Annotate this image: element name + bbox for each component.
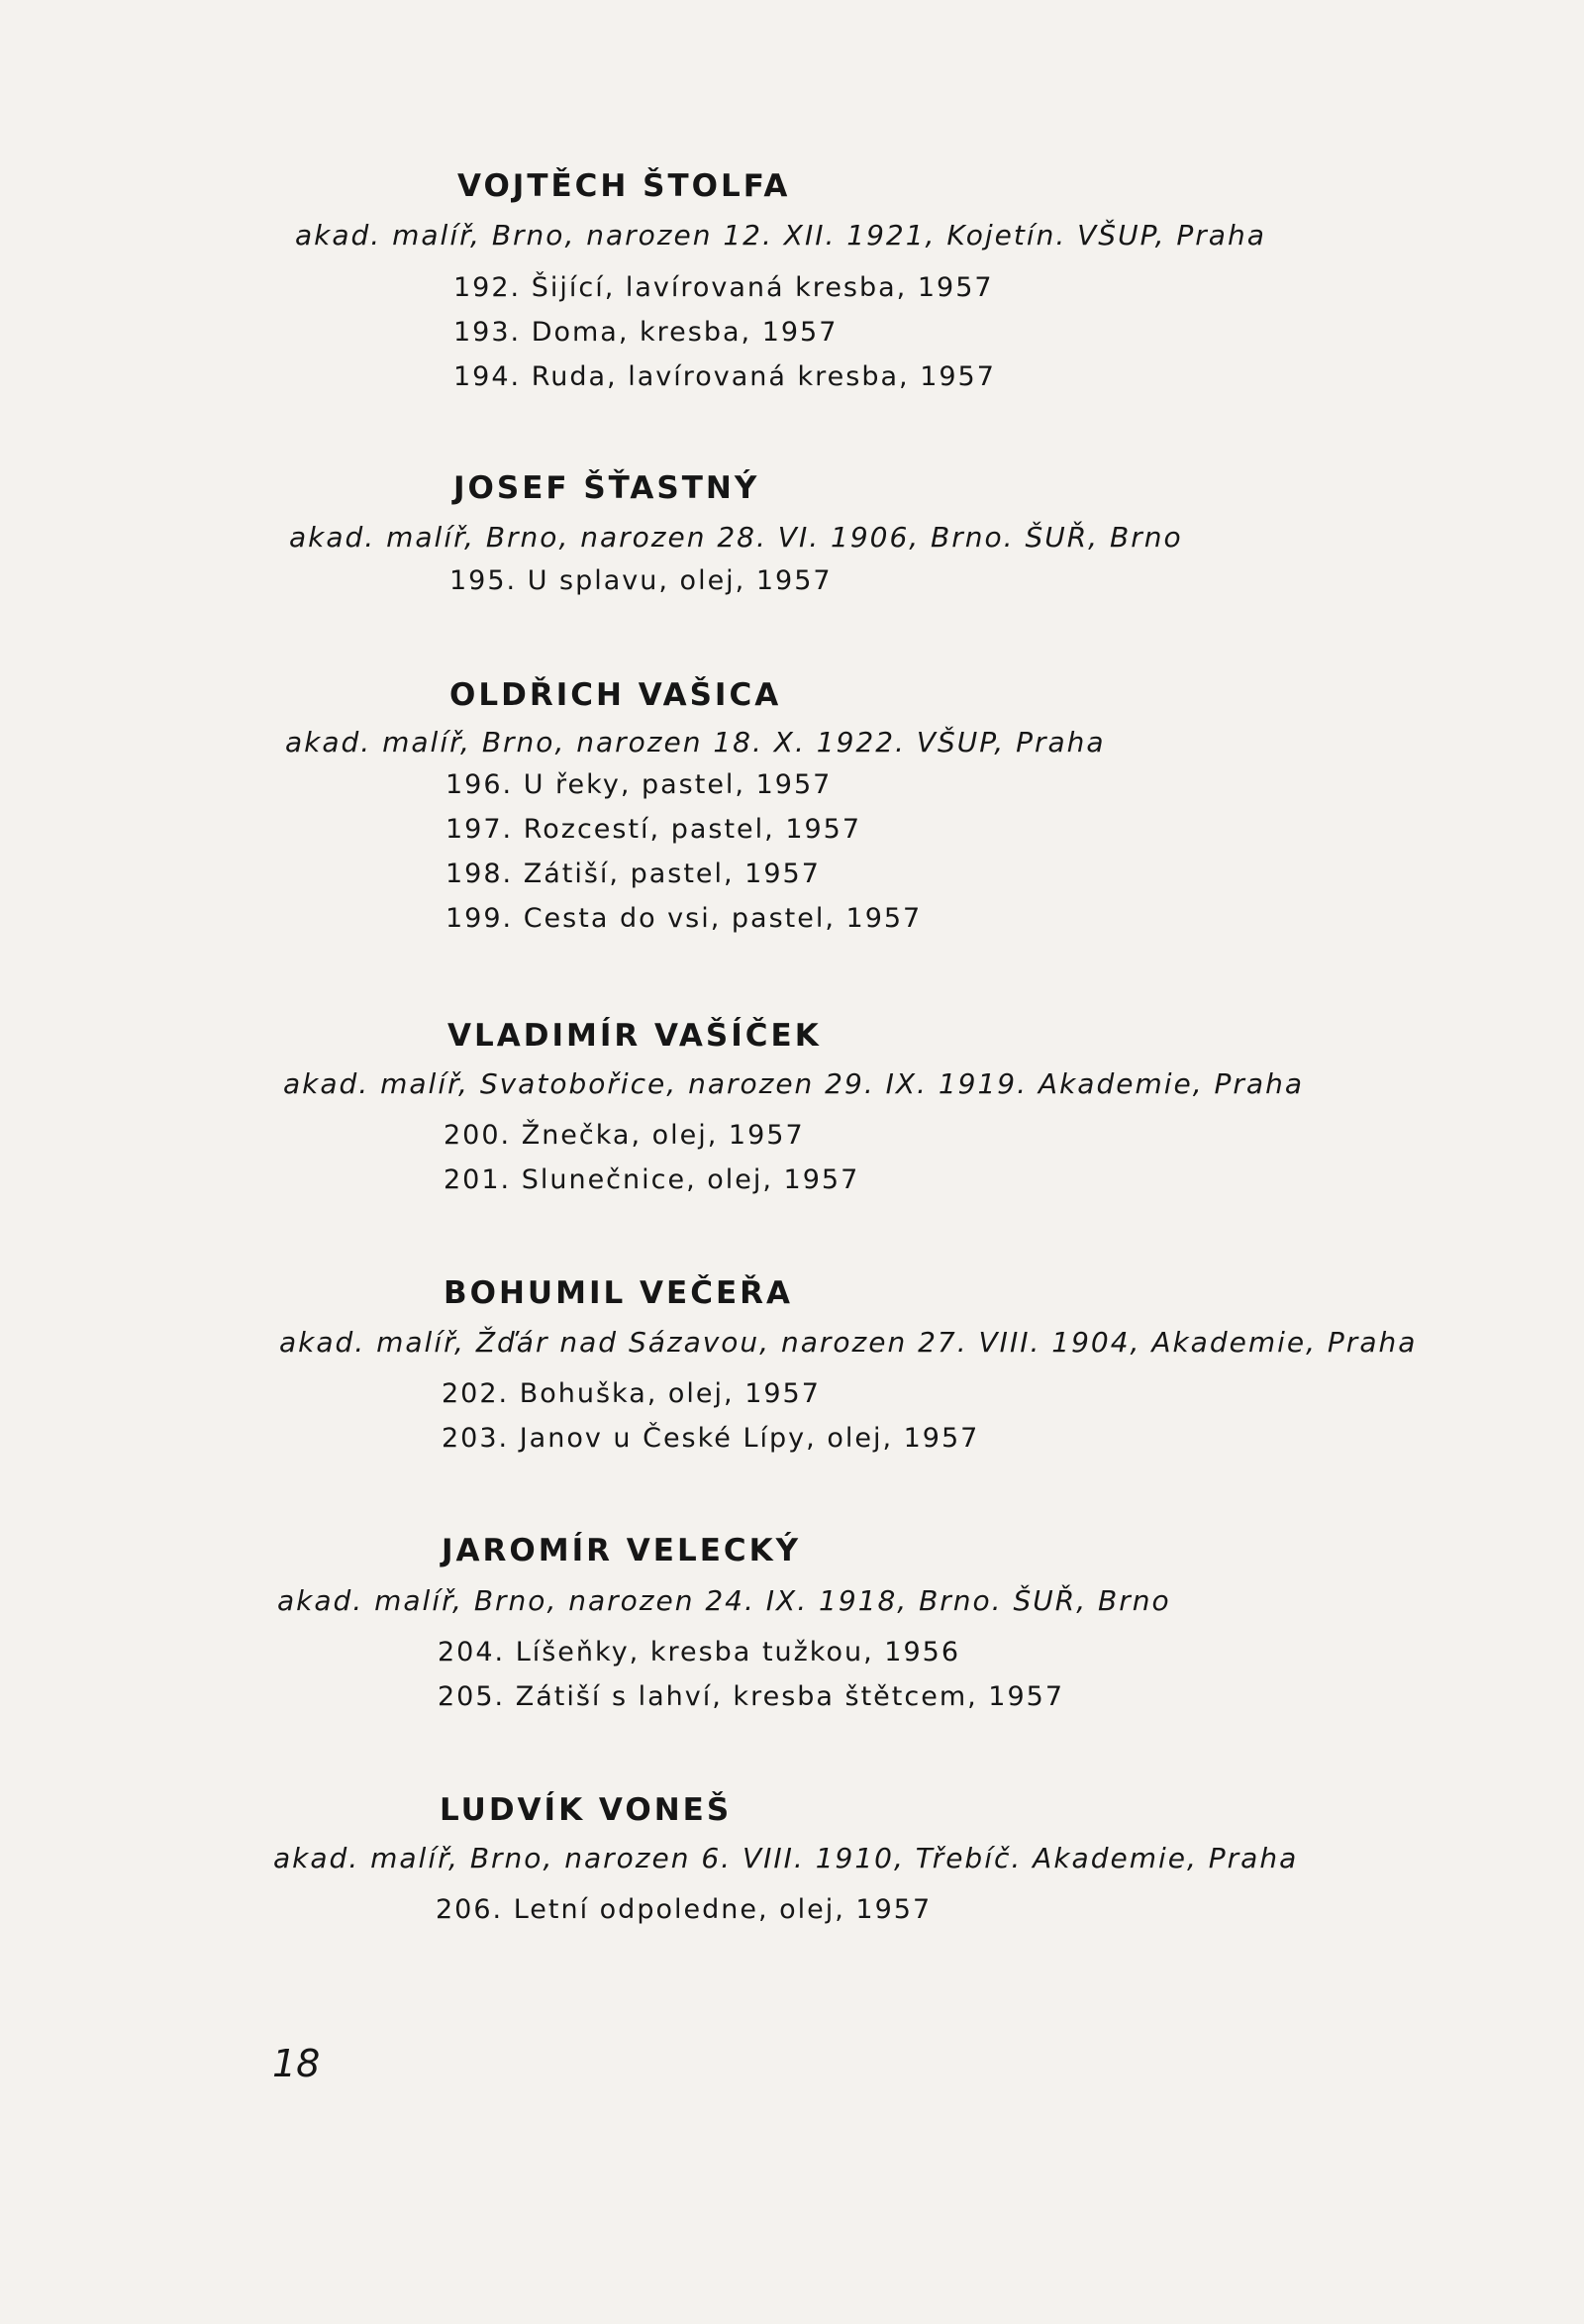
work-item: 194. Ruda, lavírovaná kresba, 1957	[453, 361, 996, 392]
artist-bio: akad. malíř, Žďár nad Sázavou, narozen 27. VIII. 1904, Akademie, Praha	[279, 1326, 1418, 1359]
work-item: 196. U řeky, pastel, 1957	[446, 769, 833, 800]
work-item: 205. Zátiší s lahví, kresba štětcem, 1957	[438, 1681, 1065, 1712]
work-item: 199. Cesta do vsi, pastel, 1957	[446, 903, 923, 934]
artist-bio: akad. malíř, Brno, narozen 6. VIII. 1910, Třebíč. Akademie, Praha	[273, 1842, 1299, 1874]
artist-bio: akad. malíř, Brno, narozen 18. X. 1922. VŠUP, Praha	[285, 726, 1106, 758]
artist-name: VOJTĚCH ŠTOLFA	[457, 168, 791, 204]
work-item: 197. Rozcestí, pastel, 1957	[446, 814, 862, 845]
works-list	[442, 1371, 979, 1461]
page-number: 18	[272, 2042, 321, 2085]
works-list	[453, 265, 996, 399]
works-list	[446, 762, 922, 941]
artist-bio: akad. malíř, Brno, narozen 28. VI. 1906, Brno. ŠUŘ, Brno	[289, 521, 1183, 554]
artist-name: JAROMÍR VELECKÝ	[442, 1533, 802, 1568]
artist-name: OLDŘICH VAŠICA	[449, 677, 782, 713]
work-item: 195. U splavu, olej, 1957	[449, 565, 833, 596]
works-list	[438, 1630, 1064, 1719]
work-item: 200. Žnečka, olej, 1957	[444, 1120, 805, 1151]
works-list	[449, 558, 833, 603]
artist-bio: akad. malíř, Svatobořice, narozen 29. IX. 1919. Akademie, Praha	[283, 1067, 1304, 1100]
work-item: 201. Slunečnice, olej, 1957	[444, 1164, 860, 1195]
artist-name: LUDVÍK VONEŠ	[440, 1792, 733, 1828]
work-item: 192. Šijící, lavírovaná kresba, 1957	[453, 272, 994, 303]
work-item: 202. Bohuška, olej, 1957	[442, 1378, 821, 1409]
works-list	[444, 1113, 859, 1202]
work-item: 203. Janov u České Lípy, olej, 1957	[442, 1423, 980, 1454]
work-item: 204. Líšeňky, kresba tužkou, 1956	[438, 1637, 960, 1667]
works-list	[436, 1887, 932, 1932]
artist-name: VLADIMÍR VAŠÍČEK	[447, 1018, 822, 1054]
work-item: 198. Zátiší, pastel, 1957	[446, 859, 821, 889]
artist-bio: akad. malíř, Brno, narozen 24. IX. 1918, Brno. ŠUŘ, Brno	[277, 1584, 1171, 1617]
artist-name: JOSEF ŠŤASTNÝ	[453, 470, 760, 506]
work-item: 193. Doma, kresba, 1957	[453, 317, 839, 348]
artist-bio: akad. malíř, Brno, narozen 12. XII. 1921, Kojetín. VŠUP, Praha	[295, 219, 1266, 252]
artist-name: BOHUMIL VEČEŘA	[444, 1275, 793, 1311]
work-item: 206. Letní odpoledne, olej, 1957	[436, 1894, 933, 1925]
